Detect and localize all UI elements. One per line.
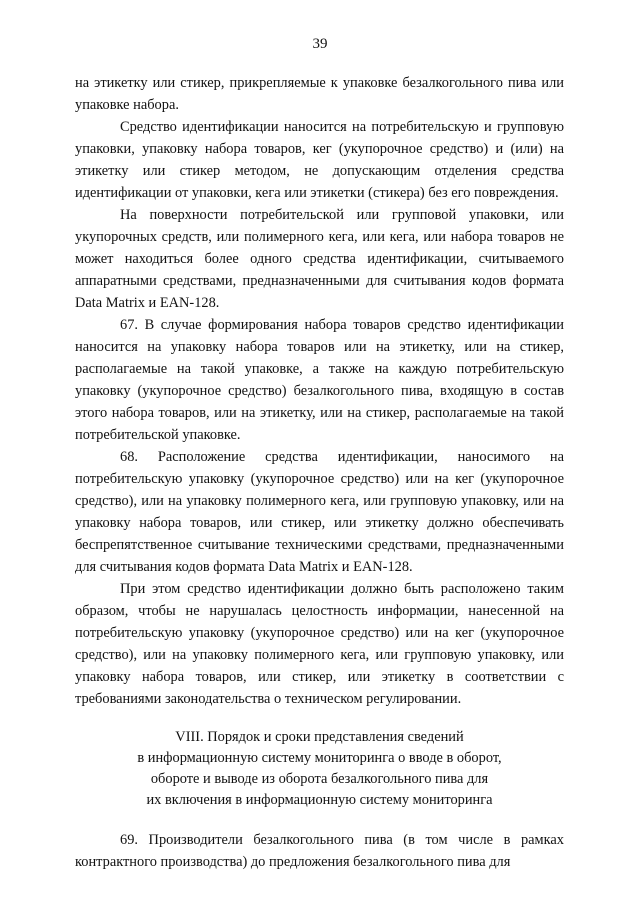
paragraph-single-code: На поверхности потребительской или групповой упаковки, или укупорочных средств, или полимерного кега, или кега, или набора товаров не может находиться более одного средства идентификации, считываемого аппаратными средствами, предназначенными для считывания кодов формата Data Matrix и EAN-128. [75,207,564,311]
section-heading-line: их включения в информационную систему мониторинга [146,792,493,808]
section-heading-line: в информационную систему мониторинга о вводе в оборот, [137,750,502,766]
paragraph-68: 68. Расположение средства идентификации, наносимого на потребительскую упаковку (укупорочное средство) или на кег (укупорочное средство), или на упаковку полимерного кега, или групповую упаковку, или на упаковку набора товаров, или стикер, или этикетку должно обеспечивать беспрепятственное считывание техническими средствами, предназначенными для считывания кодов формата Data Matrix и EAN-128. [75,449,564,575]
paragraph-placement: При этом средство идентификации должно быть расположено таким образом, чтобы не нарушалась целостность информации, нанесенной на потребительскую упаковку (укупорочное средство) или на кег (укупорочное средство), или на упаковку полимерного кега, или групповую упаковку, или упаковку набора товаров, или стикер, или этикетку в соответствии с требованиями законодательства о техническом регулировании. [75,581,564,707]
paragraph-67: 67. В случае формирования набора товаров средство идентификации наносится на упаковку набора товаров или на этикетку, или на стикер, располагаемые на такой упаковке, а также на каждую потребительскую упаковку (укупорочное средство) безалкогольного пива, входящую в состав этого набора товаров, или на этикетку, или на стикер, располагаемые на такой потребительской упаковке. [75,317,564,443]
section-heading-line: VIII. Порядок и сроки представления сведений [175,729,464,745]
paragraph-continuation: на этикетку или стикер, прикрепляемые к упаковке безалкогольного пива или упаковке набора. [75,75,564,113]
section-heading-line: обороте и выводе из оборота безалкогольного пива для [150,771,489,787]
document-body [75,72,564,873]
paragraph-identification-method: Средство идентификации наносится на потребительскую и групповую упаковки, упаковку набора товаров, кег (укупорочное средство) и (или) на этикетку или стикер методом, не допускающим отделения средства идентификации от упаковки, кега или этикетки (стикера) без его повреждения. [75,119,564,201]
page-number: 39 [312,36,328,52]
section-heading-viii [75,727,564,811]
paragraph-69: 69. Производители безалкогольного пива (в том числе в рамках контрактного производства) до предложения безалкогольного пива для [75,832,564,870]
